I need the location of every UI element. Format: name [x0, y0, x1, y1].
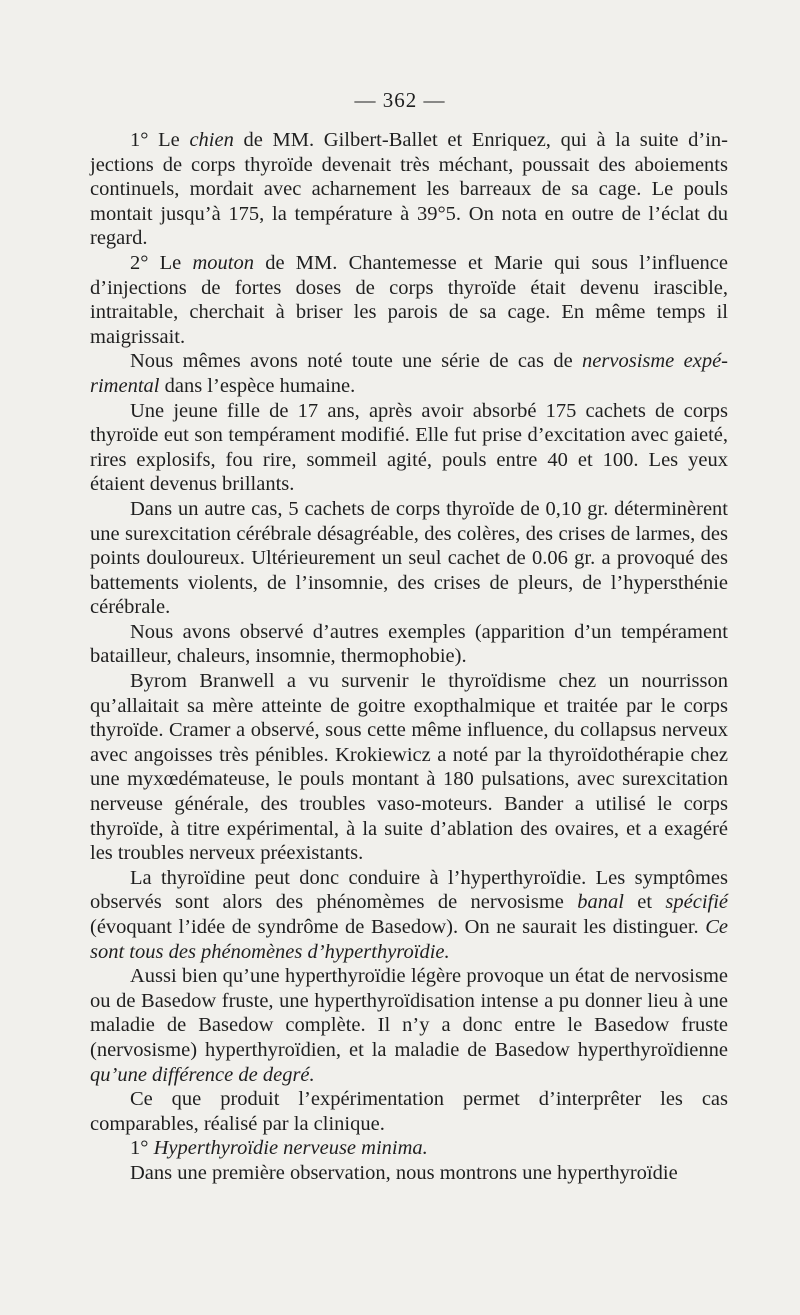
paragraph	[90, 497, 728, 620]
paragraph	[90, 1161, 728, 1186]
text-run: 1°	[130, 1137, 154, 1160]
italic-text: qu’une différence de degré.	[90, 1063, 315, 1086]
paragraph	[90, 1136, 728, 1161]
paragraph	[90, 866, 728, 964]
text-run: 1° Le	[130, 129, 190, 151]
italic-text: banal	[577, 891, 624, 914]
italic-text: chien	[189, 129, 234, 151]
paragraph	[90, 620, 728, 669]
text-run: Nous mêmes avons noté toute une série de cas de	[130, 350, 583, 373]
paragraph	[90, 964, 728, 1087]
italic-text: Ce sont tous des phénomènes d’hyperthyroïdie.	[90, 916, 728, 963]
text-run: Dans un autre cas, 5 cachets de corps thyroïde de 0,10 gr. déterminèrent une surexcitation cérébrale désagréable, des colères, des crises de larmes, des points douloureux. Ultérieurement un seul cachet de 0.06 gr. a provoqué des battements violents, de l’insomnie, des crises de pleurs, de l’hypersthénie cérébrale.	[90, 497, 728, 619]
text-run: de MM. Chantemesse et Marie qui sous l’influence d’injections de fortes doses de corps thyroïde était devenu irascible, intraitable, cherchait à briser les parois de sa cage. En même temps il maigrissait.	[90, 251, 728, 348]
text-run: Nous avons observé d’autres exemples (apparition d’un tempérament batailleur, chaleurs, insomnie, thermophobie).	[90, 620, 728, 668]
body-text	[90, 128, 728, 1186]
italic-text: spécifié	[665, 891, 729, 914]
paragraph	[90, 399, 728, 497]
text-run: Une jeune fille de 17 ans, après avoir absorbé 175 cachets de corps thyroïde eut son tempérament modifié. Elle fut prise d’excitation avec gaieté, rires explosifs, fou rire, sommeil agité, pouls entre 40 et 100. Les yeux étaient devenus brillants.	[90, 399, 728, 496]
italic-text: mouton	[192, 251, 254, 274]
paragraph	[90, 128, 728, 251]
text-run: et	[623, 891, 666, 914]
italic-text: nervosisme expérimental	[90, 350, 728, 397]
text-run: Dans une première observation, nous montrons une hyperthyroïdie	[130, 1161, 678, 1184]
page-number: — 362 —	[354, 88, 446, 112]
text-run: Aussi bien qu’une hyperthyroïdie légère provoque un état de nervosisme ou de Basedow fruste, une hyperthyroïdisation intense a pu donner lieu à une maladie de Basedow complète. Il n’y a donc entre le Basedow fruste (nervosisme) hyperthyroïdien, et la maladie de Basedow hyperthyroïdienne	[90, 965, 728, 1061]
paragraph	[90, 1087, 728, 1136]
text-run: (évoquant l’idée de syndrôme de Basedow). On ne saurait les distinguer.	[90, 916, 706, 938]
paragraph	[90, 251, 728, 349]
text-run: de MM. Gilbert-Ballet et Enriquez, qui à la suite d’injections de corps thyroïde devenait très méchant, poussait des aboiements continuels, mordait avec acharnement les barreaux de sa cage. Le pouls montait jusqu’à 175, la température à 39°5. On nota en outre de l’éclat du regard.	[90, 129, 728, 250]
text-run: La thyroïdine peut donc conduire à l’hyperthyroïdie. Les symptômes observés sont alors des phénomèmes de nervosisme	[90, 866, 728, 914]
italic-text: Hyperthyroïdie nerveuse minima.	[153, 1137, 428, 1160]
paragraph	[90, 669, 728, 866]
text-run: dans l’espèce humaine.	[159, 374, 356, 397]
text-run: 2° Le	[130, 251, 193, 274]
text-run: Byrom Branwell a vu survenir le thyroïdisme chez un nourrisson qu’allaitait sa mère atteinte de goitre exopthalmique et traitée par le corps thyroïde. Cramer a observé, sous cette même influence, du collapsus nerveux avec angoisses très pénibles. Krokiewicz a noté par la thyroïdothérapie chez une myxœdémateuse, le pouls montant à 180 pulsations, avec surexcitation nerveuse générale, des troubles vaso-moteurs. Bander a utilisé le corps thyroïde, à titre expérimental, à la suite d’ablation des ovaires, et a exagéré les troubles nerveux préexistants.	[90, 670, 728, 865]
text-run: Ce que produit l’expérimentation permet d’interprêter les cas comparables, réalisé par la clinique.	[90, 1088, 728, 1135]
paragraph	[90, 349, 728, 398]
